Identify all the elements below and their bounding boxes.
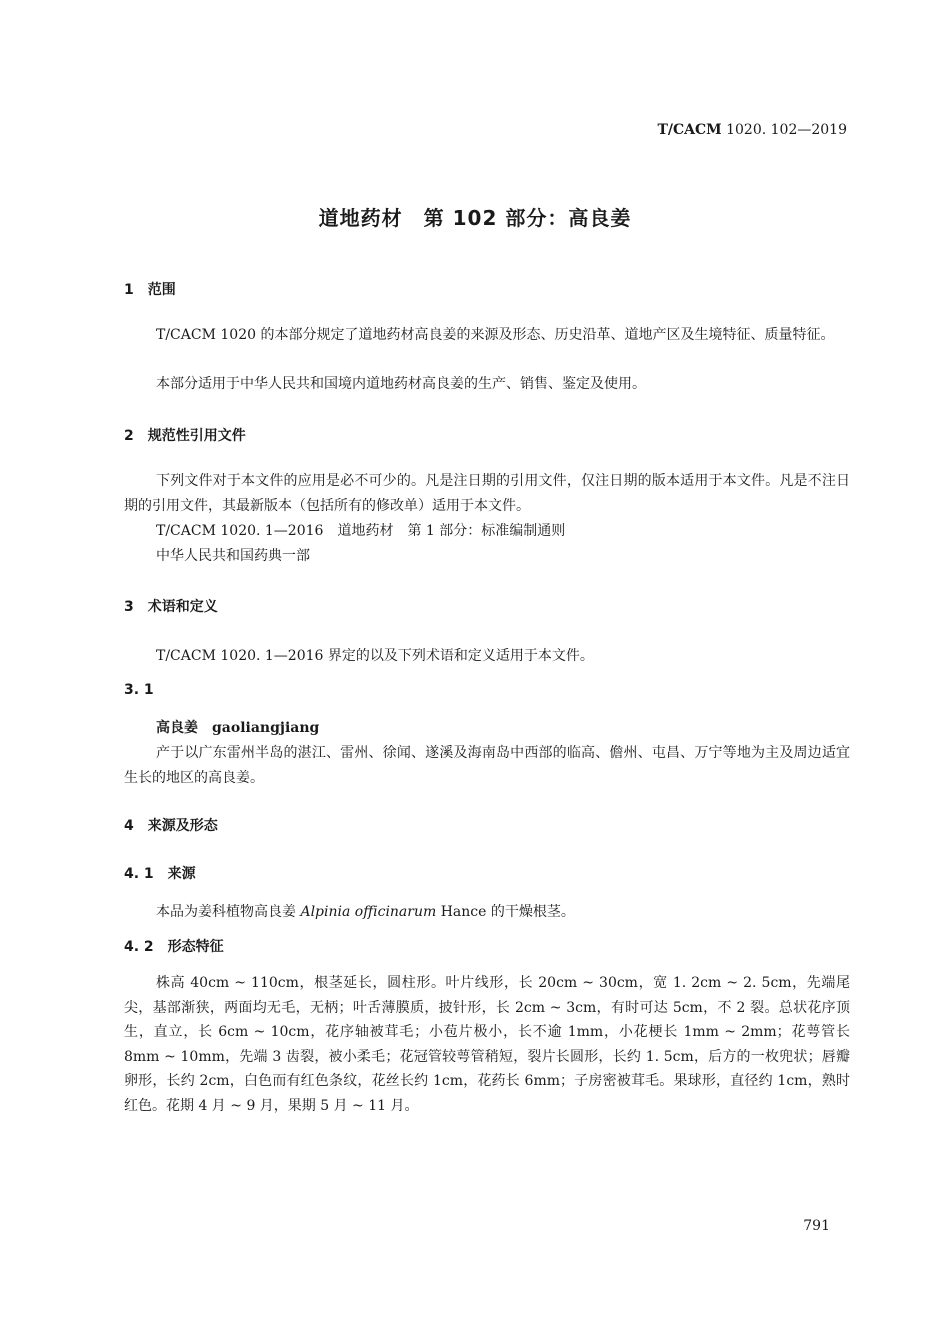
section-heading-scope: 1 范围 (124, 282, 176, 298)
terms-paragraph: T/CACM 1020. 1—2016 界定的以及下列术语和定义适用于本文件。 (156, 648, 594, 664)
page-title: 道地药材 第 102 部分：高良姜 (318, 206, 632, 230)
document-code (657, 122, 847, 138)
reference-item-2: 中华人民共和国药典一部 (156, 548, 310, 564)
page-number: 791 (803, 1218, 830, 1234)
latin-name: Alpinia officinarum (300, 904, 437, 920)
morphology-paragraph: 株高 40cm ~ 110cm，根茎延长，圆柱形。叶片线形，长 20cm ~ 30cm，宽 1. 2cm ~ 2. 5cm，先端尾尖，基部渐狭，两面均无毛，无柄；叶舌薄膜质，披针形，长 2cm ~ 3cm，有时可达 5cm，不 2 裂。总状花序顶生，直立，长 6cm ~ 10cm，花序轴被茸毛；小苞片极小，长不逾 1mm，小花梗长 1mm ~ 2mm；花萼管长 8mm ~ 10mm，先端 3 齿裂，被小柔毛；花冠管较萼管稍短，裂片长圆形，长约 1. 5cm，后方的一枚兜状；唇瓣卵形，长约 2cm，白色而有红色条纹，花丝长约 1cm，花药长 6mm；子房密被茸毛。果球形，直径约 1cm，熟时红色。花期 4 月 ~ 9 月，果期 5 月 ~ 11 月。 (124, 975, 850, 1114)
references-paragraph: 下列文件对于本文件的应用是必不可少的。凡是注日期的引用文件，仅注日期的版本适用于本文件。凡是不注日期的引用文件，其最新版本（包括所有的修改单）适用于本文件。 (124, 473, 850, 514)
scope-paragraph-1: T/CACM 1020 的本部分规定了道地药材高良姜的来源及形态、历史沿革、道地产区及生境特征、质量特征。 (156, 327, 835, 343)
section-heading-normative-references: 2 规范性引用文件 (124, 428, 246, 444)
section-heading-4-2-morphology: 4. 2 形态特征 (124, 939, 224, 955)
source-text-pre: 本品为姜科植物高良姜 (156, 904, 301, 920)
section-heading-source-morphology: 4 来源及形态 (124, 818, 218, 834)
section-heading-3-1: 3. 1 (124, 682, 154, 698)
source-text-post: Hance 的干燥根茎。 (436, 904, 575, 920)
reference-item-1: T/CACM 1020. 1—2016 道地药材 第 1 部分：标准编制通则 (156, 523, 566, 539)
section-heading-4-1-source: 4. 1 来源 (124, 866, 196, 882)
document-code-number: 1020. 102—2019 (721, 122, 847, 138)
term-definition: 产于以广东雷州半岛的湛江、雷州、徐闻、遂溪及海南岛中西部的临高、儋州、屯昌、万宁等地为主及周边适宜生长的地区的高良姜。 (124, 745, 850, 786)
source-paragraph (156, 901, 575, 921)
term-name: 高良姜 gaoliangjiang (156, 720, 320, 736)
section-heading-terms: 3 术语和定义 (124, 599, 218, 615)
document-code-prefix: T/CACM (657, 122, 722, 138)
scope-paragraph-2: 本部分适用于中华人民共和国境内道地药材高良姜的生产、销售、鉴定及使用。 (156, 376, 646, 392)
